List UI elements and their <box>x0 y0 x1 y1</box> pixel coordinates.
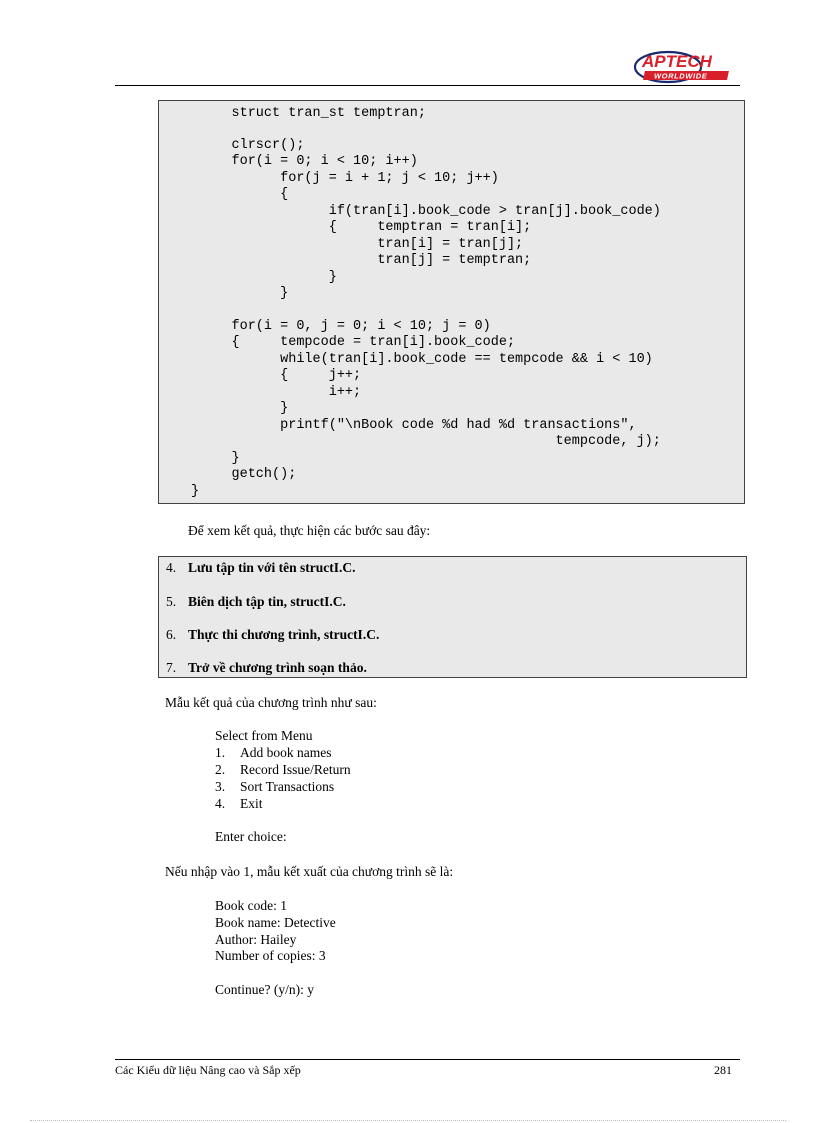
book-output-line: Book name: Detective <box>215 915 336 930</box>
menu-item: 2. Record Issue/Return <box>215 762 351 777</box>
menu-item: 4. Exit <box>215 796 263 811</box>
menu-item: 1. Add book names <box>215 745 332 760</box>
step-item: 7. Trở về chương trình soạn thảo. <box>166 660 367 675</box>
step-item: 6. Thực thi chương trình, structI.C. <box>166 627 380 642</box>
code-line: tran[i] = tran[j]; <box>191 237 524 252</box>
code-line: i++; <box>191 385 362 400</box>
code-line: tran[j] = temptran; <box>191 253 532 268</box>
aptech-logo <box>632 47 736 85</box>
code-line: } <box>191 451 240 466</box>
book-output-line: Author: Hailey <box>215 932 297 947</box>
if-input-text: Nếu nhập vào 1, mẫu kết xuất của chương trình sẽ là: <box>165 864 454 879</box>
continue-prompt: Continue? (y/n): y <box>215 982 314 997</box>
code-line: } <box>191 401 289 416</box>
code-line: { j++; <box>191 368 362 383</box>
code-listing <box>158 100 745 504</box>
menu-title: Select from Menu <box>215 728 313 743</box>
footer-rule <box>115 1059 740 1060</box>
logo-subtext: WORLDWIDE <box>654 71 708 81</box>
code-line: if(tran[i].book_code > tran[j].book_code) <box>191 204 661 219</box>
book-output-line: Number of copies: 3 <box>215 948 326 963</box>
code-line: } <box>191 286 289 301</box>
code-line: clrscr(); <box>191 138 305 153</box>
code-line: struct tran_st temptran; <box>191 106 426 121</box>
chapter-title: Các Kiểu dữ liệu Nâng cao và Sắp xếp <box>115 1063 301 1077</box>
code-line: { <box>191 187 289 202</box>
intro-text: Để xem kết quả, thực hiện các bước sau đây: <box>188 523 431 538</box>
code-line: } <box>191 484 200 499</box>
code-line: { temptran = tran[i]; <box>191 220 532 235</box>
book-output-line: Book code: 1 <box>215 898 287 913</box>
code-line: for(i = 0; i < 10; i++) <box>191 154 418 169</box>
menu-prompt: Enter choice: <box>215 829 287 844</box>
code-line: for(j = i + 1; j < 10; j++) <box>191 171 499 186</box>
logo-text: APTECH <box>642 52 712 71</box>
code-line: getch(); <box>191 467 297 482</box>
menu-item: 3. Sort Transactions <box>215 779 335 794</box>
step-item: 5. Biên dịch tập tin, structI.C. <box>166 594 346 609</box>
step-item: 4. Lưu tập tin với tên structI.C. <box>166 560 356 575</box>
page-number: 281 <box>714 1063 732 1077</box>
header-rule <box>115 85 740 86</box>
steps-box <box>158 556 747 678</box>
code-line: tempcode, j); <box>191 434 661 449</box>
code-line: printf("\nBook code %d had %d transactions", <box>191 418 637 433</box>
code-line: for(i = 0, j = 0; i < 10; j = 0) <box>191 319 491 334</box>
sample-output-text: Mẫu kết quả của chương trình như sau: <box>165 695 377 710</box>
code-line: while(tran[i].book_code == tempcode && i < 10) <box>191 352 653 367</box>
code-line: { tempcode = tran[i].book_code; <box>191 335 516 350</box>
page-edge-dots <box>30 1120 786 1121</box>
code-line: } <box>191 270 337 285</box>
